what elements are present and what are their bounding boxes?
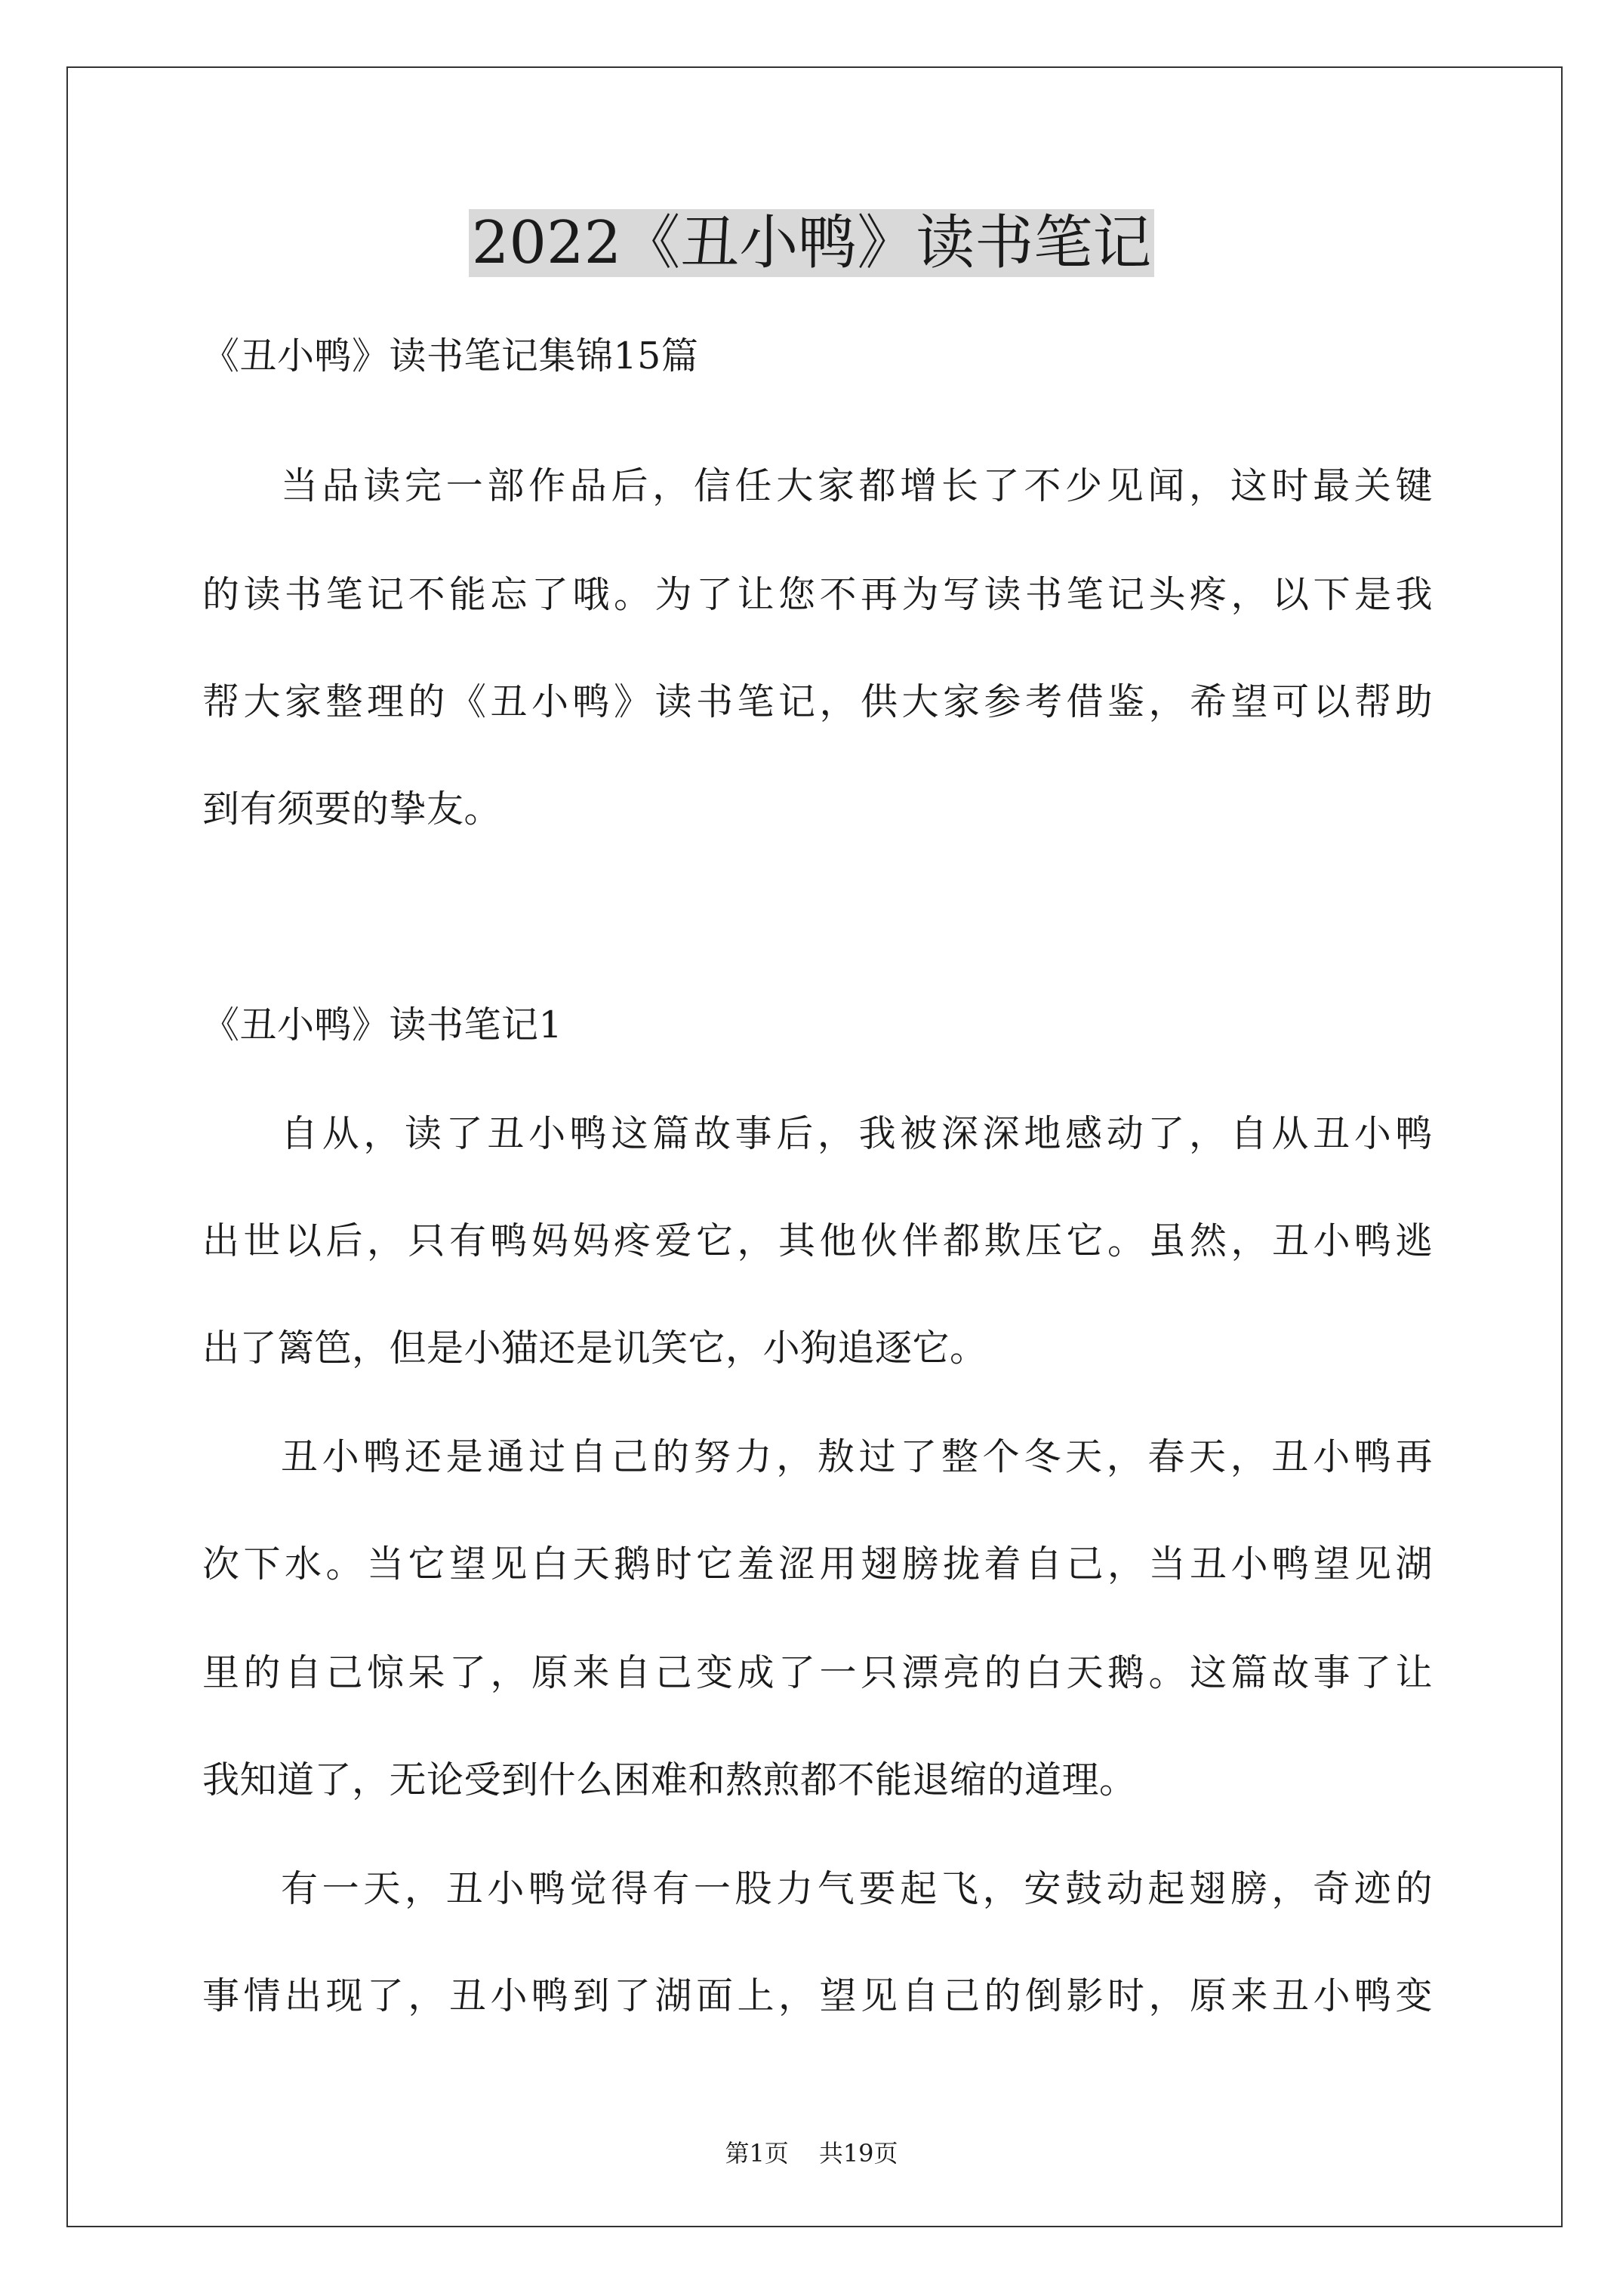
intro-line-2: 的读书笔记不能忘了哦。为了让您不再为写读书笔记头疼，以下是我 [202,573,1433,616]
intro-line-4: 到有须要的挚友。 [202,787,502,831]
para2-line-4: 我知道了，无论受到什么困难和熬煎都不能退缩的道理。 [202,1758,1137,1801]
para1-line-3: 出了篱笆，但是小猫还是讥笑它，小狗追逐它。 [202,1327,987,1370]
para1-line-1: 自从，读了丑小鸭这篇故事后，我被深深地感动了，自从丑小鸭 [281,1112,1433,1155]
document-title-text: 2022《丑小鸭》读书笔记 [469,209,1155,277]
para2-line-3: 里的自己惊呆了，原来自己变成了一只漂亮的白天鹅。这篇故事了让 [202,1651,1433,1694]
para2-line-2: 次下水。当它望见白天鹅时它羞涩用翅膀拢着自己，当丑小鸭望见湖 [202,1542,1433,1586]
intro-line-3: 帮大家整理的《丑小鸭》读书笔记，供大家参考借鉴，希望可以帮助 [202,680,1433,723]
page-total: 共19页 [818,2139,898,2168]
document-title [0,205,1623,281]
document-subtitle: 《丑小鸭》读书笔记集锦15篇 [202,334,699,378]
para1-line-2: 出世以后，只有鸭妈妈疼爱它，其他伙伴都欺压它。虽然，丑小鸭逃 [202,1219,1433,1262]
section-heading: 《丑小鸭》读书笔记1 [202,1003,563,1046]
intro-line-1: 当品读完一部作品后，信任大家都增长了不少见闻，这时最关键 [281,464,1433,507]
page-number: 第1页 [725,2139,789,2168]
para2-line-1: 丑小鸭还是通过自己的努力，敖过了整个冬天，春天，丑小鸭再 [281,1435,1433,1478]
page-footer [0,2138,1623,2168]
para3-line-2: 事情出现了，丑小鸭到了湖面上，望见自己的倒影时，原来丑小鸭变 [202,1974,1433,2017]
para3-line-1: 有一天，丑小鸭觉得有一股力气要起飞，安鼓动起翅膀，奇迹的 [281,1867,1433,1910]
